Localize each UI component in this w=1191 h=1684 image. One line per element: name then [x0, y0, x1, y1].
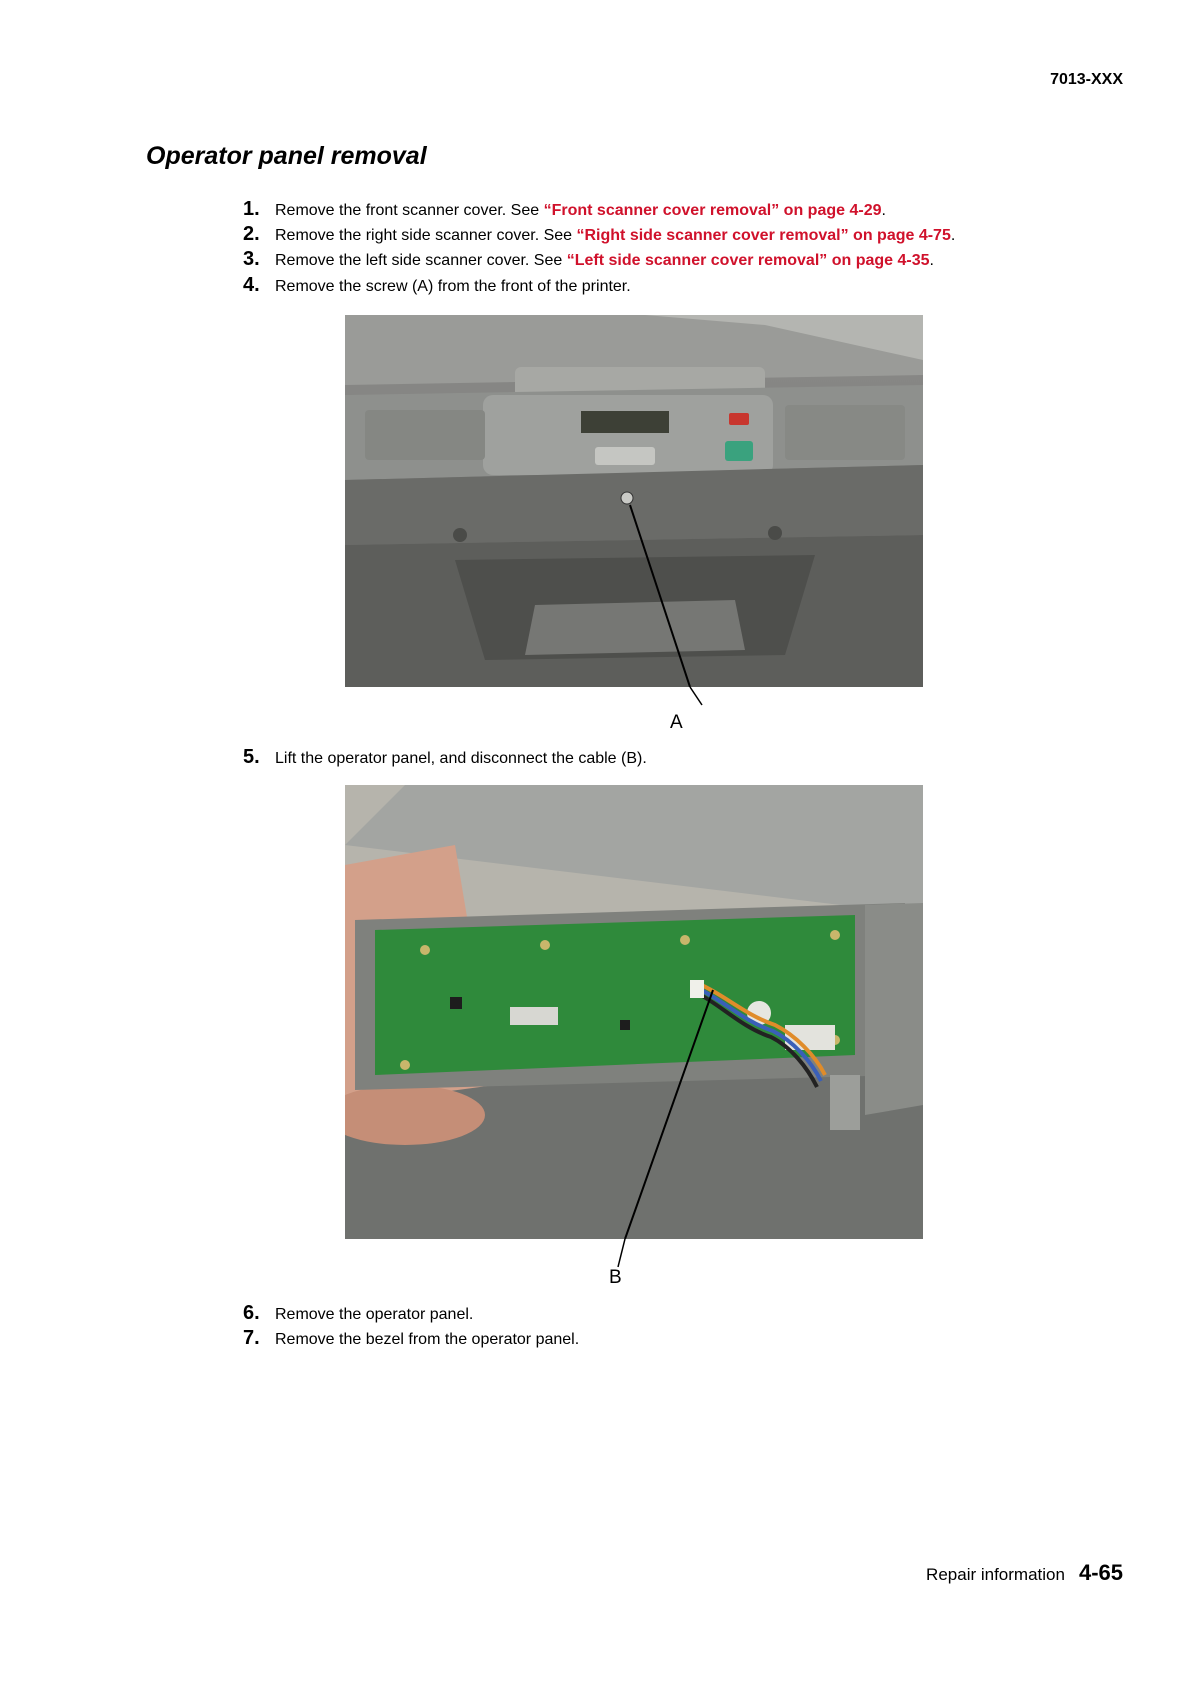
step-number: 1. — [243, 198, 260, 220]
cross-reference-link[interactable]: “Right side scanner cover removal” on page 4-75 — [576, 227, 951, 244]
step-text: Remove the screw (A) from the front of the printer. — [275, 278, 631, 295]
step-text: Remove the left side scanner cover. See — [275, 252, 567, 269]
document-code: 7013-XXX — [1050, 71, 1123, 88]
page-number: 4-65 — [1078, 1560, 1123, 1585]
step-number: 4. — [243, 274, 260, 296]
step-text: Remove the bezel from the operator panel. — [275, 1331, 580, 1348]
step-number: 3. — [243, 248, 260, 270]
operator-panel-cable-photo — [345, 785, 923, 1239]
callout-label-b: B — [609, 1267, 622, 1288]
step-1: 1. Remove the front scanner cover. See “Front scanner cover removal” on page 4-29. — [243, 198, 886, 220]
page-title: Operator panel removal — [146, 142, 427, 170]
step-number: 7. — [243, 1327, 260, 1349]
step-number: 2. — [243, 223, 260, 245]
step-2: 2. Remove the right side scanner cover. See “Right side scanner cover removal” on page 4-75. — [243, 223, 956, 245]
page-footer — [926, 1560, 1123, 1586]
step-text: Remove the front scanner cover. See — [275, 202, 544, 219]
step-number: 6. — [243, 1302, 260, 1324]
printer-front-photo — [345, 315, 923, 687]
cross-reference-link[interactable]: “Left side scanner cover removal” on page 4-35 — [566, 252, 930, 269]
step-text: Lift the operator panel, and disconnect the cable (B). — [275, 750, 647, 767]
step-6 — [243, 1302, 473, 1325]
cross-reference-link[interactable]: “Front scanner cover removal” on page 4-29 — [543, 202, 882, 219]
step-number: 5. — [243, 746, 260, 768]
callout-label-a: A — [670, 712, 683, 733]
step-7 — [243, 1327, 579, 1350]
step-3: 3. Remove the left side scanner cover. See “Left side scanner cover removal” on page 4-35. — [243, 248, 934, 270]
step-4 — [243, 274, 631, 297]
step-text: Remove the right side scanner cover. See — [275, 227, 577, 244]
step-text: Remove the operator panel. — [275, 1306, 474, 1323]
step-5 — [243, 746, 647, 769]
footer-section: Repair information — [926, 1565, 1065, 1584]
